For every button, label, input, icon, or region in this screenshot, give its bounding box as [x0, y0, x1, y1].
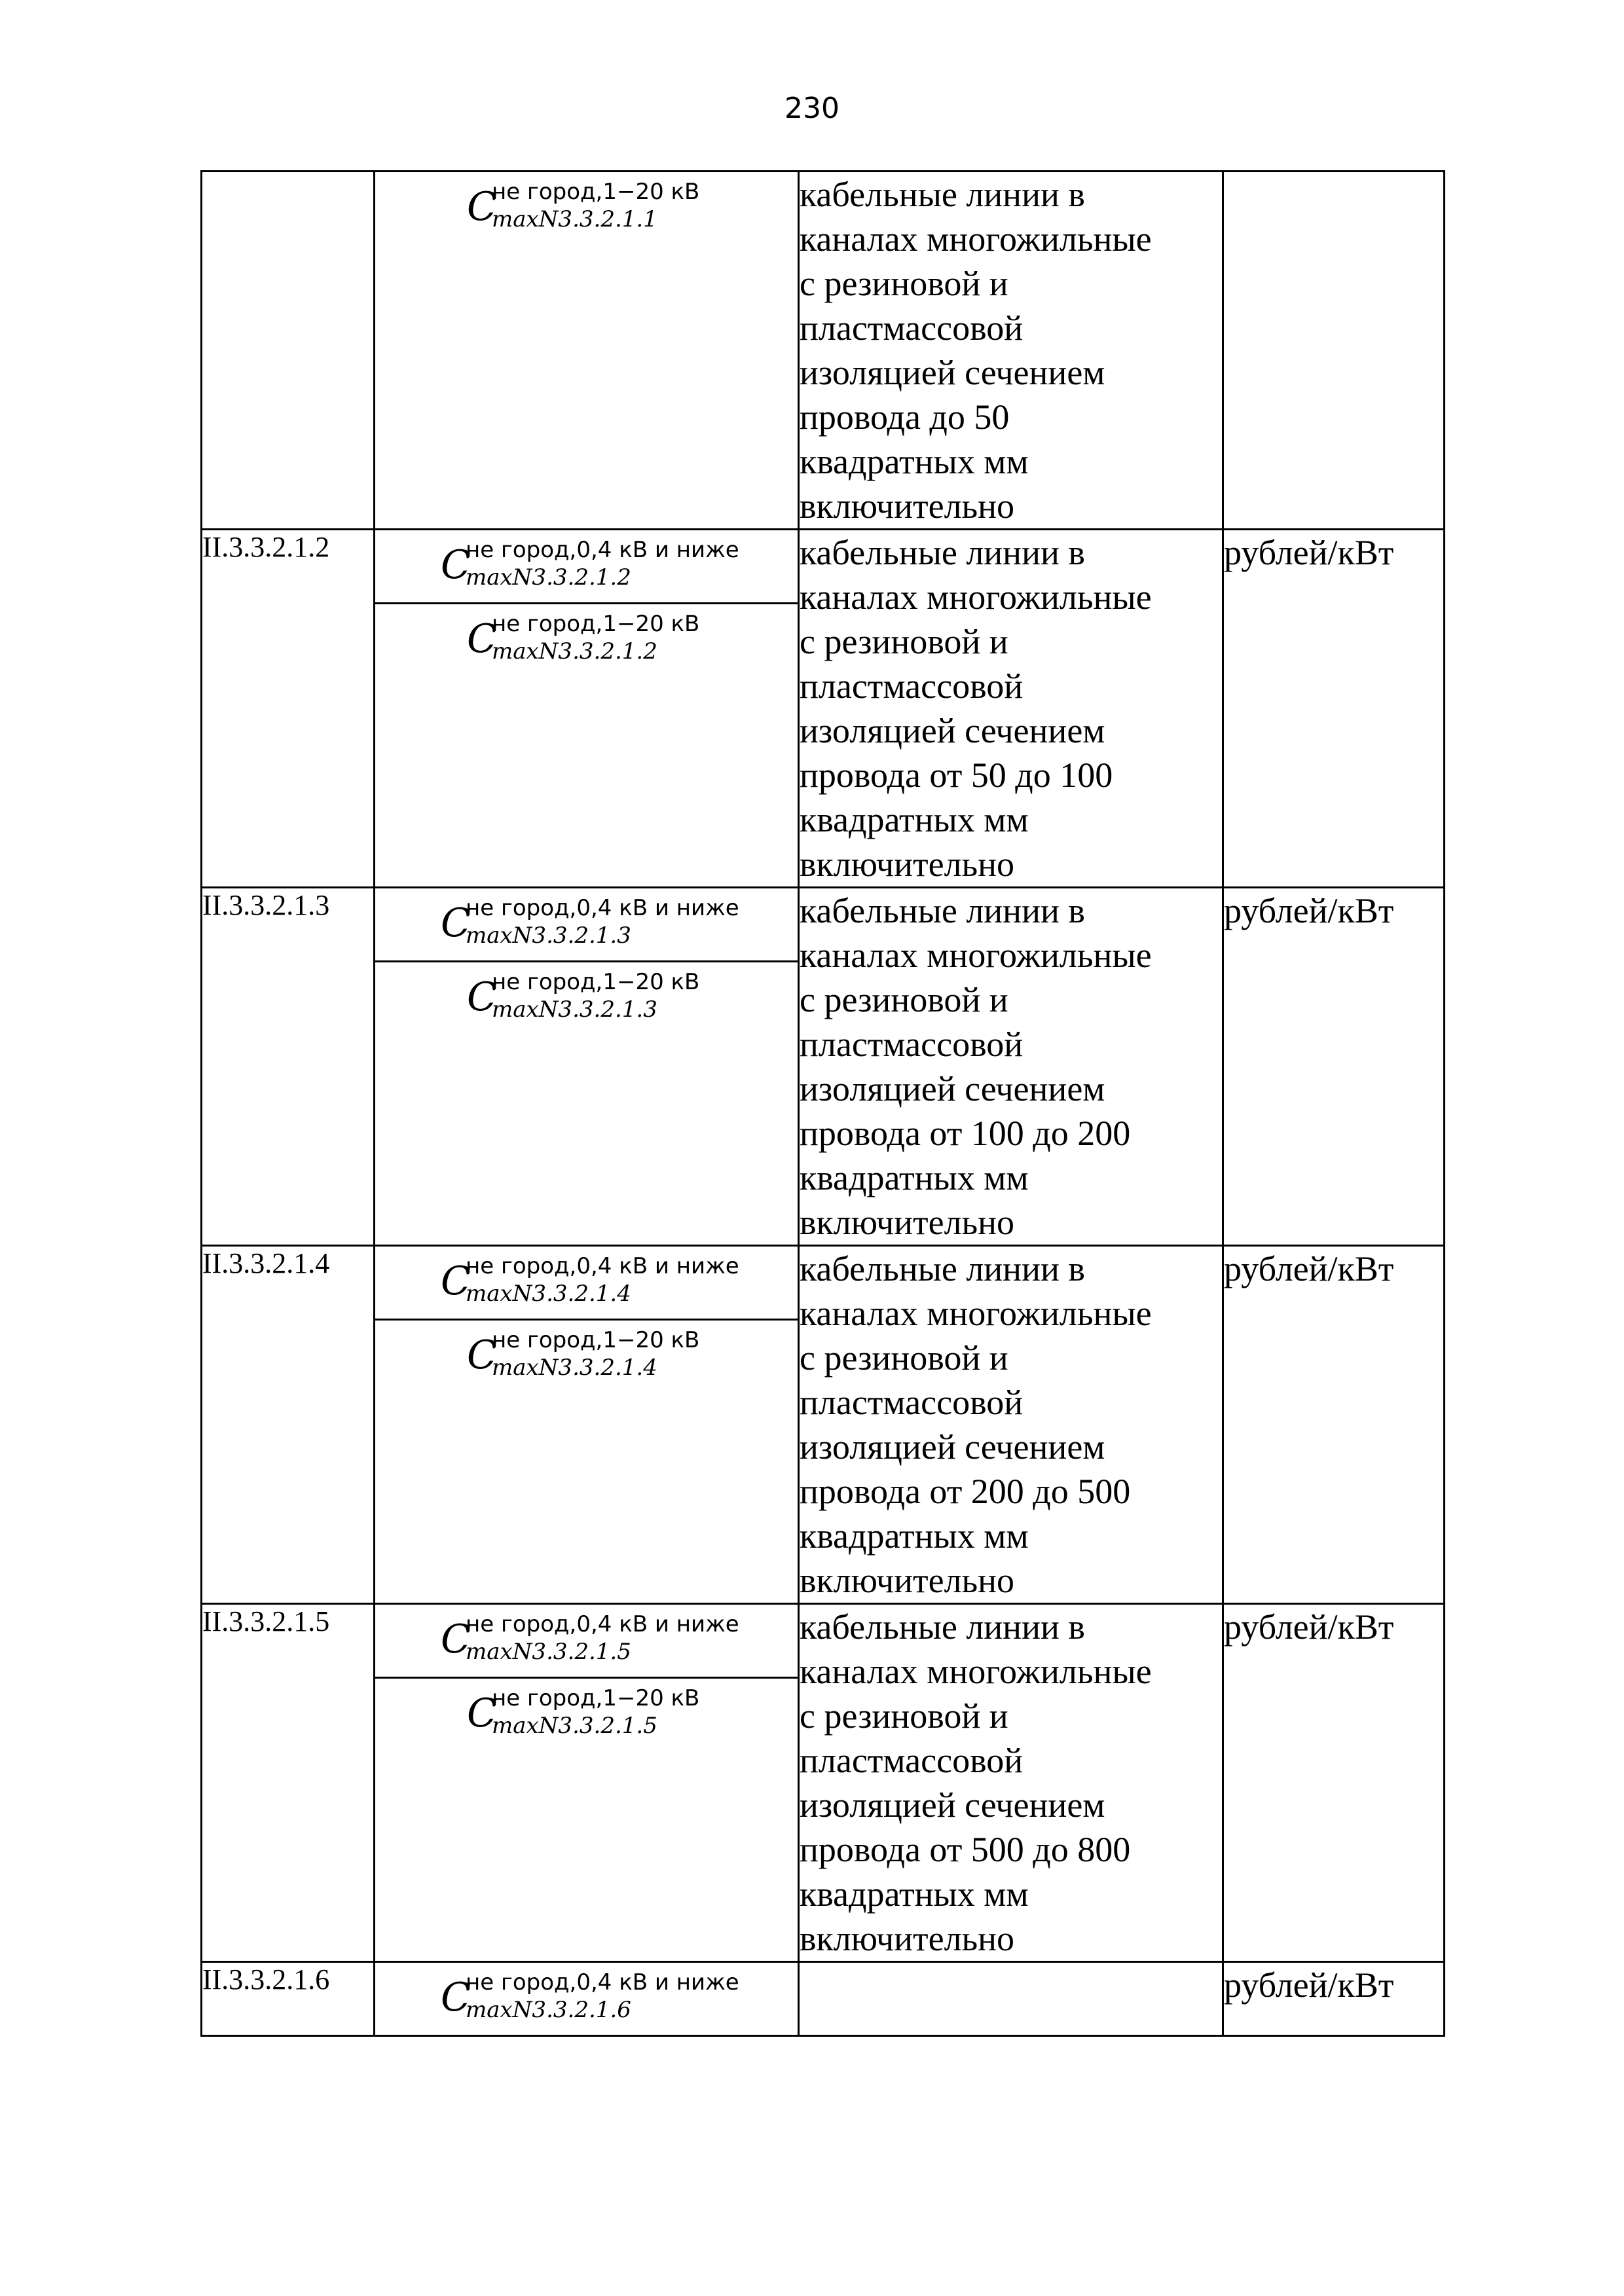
description-line: изоляцией сечением — [800, 711, 1105, 750]
row-unit: рублей/кВт — [1223, 1962, 1445, 2036]
row-description — [799, 1962, 1223, 2036]
description-line: квадратных мм — [800, 1158, 1029, 1197]
description-line: квадратных мм — [800, 442, 1029, 481]
symbol-subscript: maxN3.3.2.1.4 — [466, 1281, 631, 1307]
description-line: пластмассовой — [800, 1025, 1024, 1064]
symbol-letter: C — [467, 1332, 497, 1378]
row-unit — [1223, 172, 1445, 530]
rate-symbol — [375, 888, 798, 960]
description-line: с резиновой и — [800, 1338, 1008, 1377]
rate-symbol — [375, 1963, 798, 2035]
rate-symbol — [375, 172, 798, 244]
symbol-superscript: не город,1−20 кВ — [492, 1327, 700, 1353]
table-row — [202, 172, 1445, 530]
symbol-subscript: maxN3.3.2.1.2 — [492, 638, 657, 665]
row-unit: рублей/кВт — [1223, 1604, 1445, 1962]
rate-symbol — [375, 602, 798, 674]
page-number: 230 — [784, 92, 840, 125]
description-line: изоляцией сечением — [800, 1785, 1105, 1825]
description-line: пластмассовой — [800, 1383, 1024, 1422]
symbol-subscript: maxN3.3.2.1.6 — [466, 1997, 631, 2023]
rate-symbol-cell — [375, 1962, 799, 2036]
symbol-letter: C — [441, 542, 471, 588]
description-line: пластмассовой — [800, 308, 1024, 348]
row-code: II.3.3.2.1.6 — [202, 1962, 375, 2036]
symbol-letter: C — [467, 184, 497, 230]
rate-symbol-cell — [375, 1604, 799, 1962]
symbol-superscript: не город,0,4 кВ и ниже — [466, 1611, 739, 1637]
symbol-letter: C — [467, 974, 497, 1020]
description-line: каналах многожильные — [800, 1652, 1152, 1691]
table-row — [202, 1604, 1445, 1962]
description-line: с резиновой и — [800, 1696, 1008, 1736]
symbol-superscript: не город,0,4 кВ и ниже — [466, 1253, 739, 1279]
table-row — [202, 1962, 1445, 2036]
symbol-superscript: не город,1−20 кВ — [492, 179, 700, 205]
symbol-letter: C — [441, 900, 471, 946]
rate-symbol — [375, 960, 798, 1032]
symbol-subscript: maxN3.3.2.1.5 — [492, 1713, 657, 1739]
description-line: включительно — [800, 845, 1015, 884]
symbol-superscript: не город,0,4 кВ и ниже — [466, 537, 739, 563]
row-code: II.3.3.2.1.5 — [202, 1604, 375, 1962]
table-row — [202, 1246, 1445, 1604]
symbol-letter: C — [467, 1690, 497, 1736]
row-description — [799, 1604, 1223, 1962]
description-line: пластмассовой — [800, 666, 1024, 706]
rate-symbol — [375, 1247, 798, 1319]
rate-symbol-cell — [375, 888, 799, 1246]
table-row — [202, 888, 1445, 1246]
description-line: провода от 50 до 100 — [800, 756, 1113, 795]
row-description — [799, 530, 1223, 888]
description-line: изоляцией сечением — [800, 1427, 1105, 1467]
description-line: пластмассовой — [800, 1741, 1024, 1780]
row-unit: рублей/кВт — [1223, 1246, 1445, 1604]
description-line: кабельные линии в — [800, 175, 1085, 214]
description-line: кабельные линии в — [800, 1249, 1085, 1288]
description-line: изоляцией сечением — [800, 1069, 1105, 1108]
symbol-superscript: не город,0,4 кВ и ниже — [466, 895, 739, 921]
description-line: изоляцией сечением — [800, 353, 1105, 392]
description-line: включительно — [800, 1561, 1015, 1600]
description-line: кабельные линии в — [800, 891, 1085, 930]
row-code: II.3.3.2.1.4 — [202, 1246, 375, 1604]
row-code: II.3.3.2.1.3 — [202, 888, 375, 1246]
rate-symbol — [375, 1677, 798, 1749]
symbol-subscript: maxN3.3.2.1.5 — [466, 1639, 631, 1665]
rate-symbol-cell — [375, 1246, 799, 1604]
symbol-subscript: maxN3.3.2.1.4 — [492, 1355, 657, 1381]
rate-symbol-cell — [375, 530, 799, 888]
description-line: провода от 200 до 500 — [800, 1472, 1131, 1511]
description-line: кабельные линии в — [800, 533, 1085, 572]
description-line: квадратных мм — [800, 1874, 1029, 1914]
description-line: провода до 50 — [800, 397, 1010, 437]
row-code: II.3.3.2.1.2 — [202, 530, 375, 888]
row-description — [799, 888, 1223, 1246]
description-line: с резиновой и — [800, 622, 1008, 661]
symbol-letter: C — [441, 1975, 471, 2020]
description-line: провода от 100 до 200 — [800, 1114, 1131, 1153]
symbol-superscript: не город,1−20 кВ — [492, 611, 700, 637]
symbol-subscript: maxN3.3.2.1.2 — [466, 564, 631, 591]
description-line: с резиновой и — [800, 264, 1008, 303]
symbol-subscript: maxN3.3.2.1.1 — [492, 206, 657, 232]
symbol-superscript: не город,1−20 кВ — [492, 1685, 700, 1711]
symbol-subscript: maxN3.3.2.1.3 — [492, 996, 657, 1023]
description-line: каналах многожильные — [800, 1294, 1152, 1333]
row-unit: рублей/кВт — [1223, 530, 1445, 888]
rate-symbol-cell — [375, 172, 799, 530]
description-line: кабельные линии в — [800, 1607, 1085, 1647]
description-line: каналах многожильные — [800, 577, 1152, 617]
symbol-letter: C — [441, 1616, 471, 1662]
table-row — [202, 530, 1445, 888]
symbol-letter: C — [467, 616, 497, 662]
rate-symbol — [375, 530, 798, 602]
description-line: включительно — [800, 486, 1015, 526]
description-line: квадратных мм — [800, 1516, 1029, 1556]
row-description — [799, 172, 1223, 530]
tariff-table — [200, 170, 1445, 2037]
description-line: квадратных мм — [800, 800, 1029, 839]
symbol-letter: C — [441, 1258, 471, 1304]
symbol-subscript: maxN3.3.2.1.3 — [466, 922, 631, 949]
rate-symbol — [375, 1319, 798, 1391]
row-description — [799, 1246, 1223, 1604]
symbol-superscript: не город,1−20 кВ — [492, 969, 700, 995]
description-line: провода от 500 до 800 — [800, 1830, 1131, 1869]
description-line: включительно — [800, 1919, 1015, 1958]
symbol-superscript: не город,0,4 кВ и ниже — [466, 1969, 739, 1995]
row-unit: рублей/кВт — [1223, 888, 1445, 1246]
rate-symbol — [375, 1605, 798, 1677]
description-line: включительно — [800, 1203, 1015, 1242]
description-line: каналах многожильные — [800, 219, 1152, 259]
row-code — [202, 172, 375, 530]
description-line: каналах многожильные — [800, 936, 1152, 975]
description-line: с резиновой и — [800, 980, 1008, 1019]
